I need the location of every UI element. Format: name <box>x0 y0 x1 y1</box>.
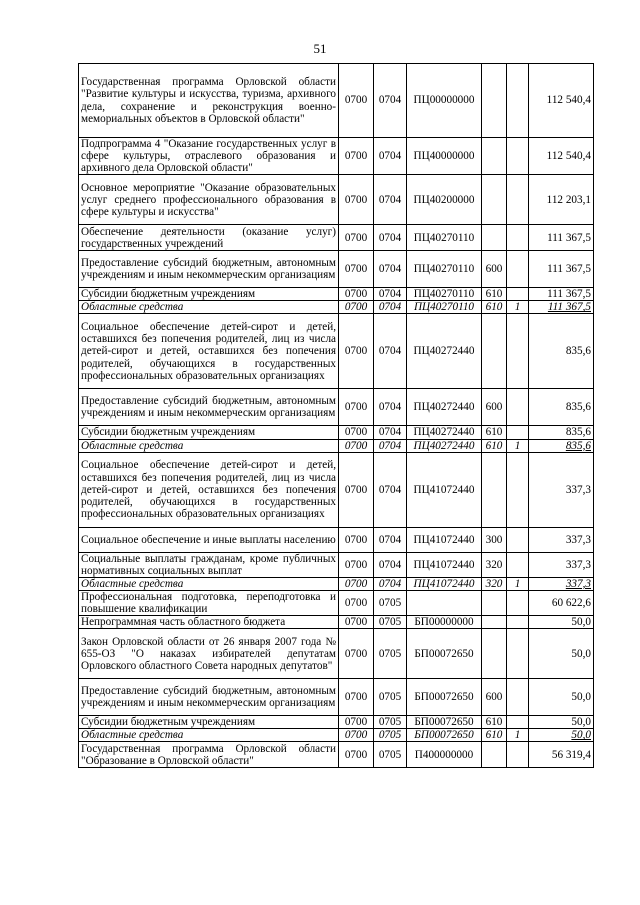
row-name-cell: Субсидии бюджетным учреждениям <box>79 426 339 439</box>
table-row <box>79 452 594 527</box>
section-code-cell: 0700 <box>339 679 374 716</box>
subsection-code-cell: 0704 <box>374 138 407 175</box>
amount-cell: 50,0 <box>529 729 594 742</box>
table-row <box>79 288 594 301</box>
table-row <box>79 138 594 175</box>
expense-type-code-cell <box>482 616 507 629</box>
expense-type-code-cell <box>482 629 507 679</box>
table-row <box>79 742 594 768</box>
amount-cell: 112 540,4 <box>529 138 594 175</box>
target-article-code-cell: ПЦ40270110 <box>407 288 482 301</box>
expense-type-code-cell: 610 <box>482 426 507 439</box>
subsection-code-cell: 0704 <box>374 175 407 225</box>
section-code-cell: 0700 <box>339 552 374 577</box>
subsection-code-cell: 0704 <box>374 426 407 439</box>
expense-type-code-cell: 320 <box>482 552 507 577</box>
subsection-code-cell: 0705 <box>374 616 407 629</box>
section-code-cell: 0700 <box>339 314 374 389</box>
target-article-code-cell: ПЦ41072440 <box>407 552 482 577</box>
section-code-cell: 0700 <box>339 251 374 288</box>
amount-cell: 337,3 <box>529 552 594 577</box>
table-row-regional-funds <box>79 577 594 590</box>
row-name-cell: Предоставление субсидий бюджетным, автономным учреждениям и иным некоммерческим организациям <box>79 679 339 716</box>
amount-cell: 835,6 <box>529 314 594 389</box>
amount-cell: 337,3 <box>529 452 594 527</box>
expense-type-code-cell <box>482 742 507 768</box>
row-name-cell: Областные средства <box>79 729 339 742</box>
table-row <box>79 679 594 716</box>
target-article-code-cell: П400000000 <box>407 742 482 768</box>
amount-cell: 111 367,5 <box>529 288 594 301</box>
funding-source-code-cell <box>507 225 529 251</box>
target-article-code-cell: ПЦ40200000 <box>407 175 482 225</box>
table-row <box>79 225 594 251</box>
expense-type-code-cell: 600 <box>482 251 507 288</box>
table-row <box>79 64 594 138</box>
table-row <box>79 251 594 288</box>
amount-cell: 337,3 <box>529 577 594 590</box>
section-code-cell: 0700 <box>339 716 374 729</box>
target-article-code-cell: ПЦ00000000 <box>407 64 482 138</box>
target-article-code-cell: ПЦ40000000 <box>407 138 482 175</box>
row-name-cell: Социальные выплаты гражданам, кроме публичных нормативных социальных выплат <box>79 552 339 577</box>
section-code-cell: 0700 <box>339 439 374 452</box>
amount-cell: 835,6 <box>529 389 594 426</box>
expense-type-code-cell <box>482 225 507 251</box>
table-row <box>79 426 594 439</box>
target-article-code-cell: ПЦ40270110 <box>407 251 482 288</box>
target-article-code-cell: ПЦ40272440 <box>407 314 482 389</box>
table-row-regional-funds <box>79 729 594 742</box>
section-code-cell: 0700 <box>339 426 374 439</box>
section-code-cell: 0700 <box>339 616 374 629</box>
section-code-cell: 0700 <box>339 629 374 679</box>
funding-source-code-cell <box>507 616 529 629</box>
funding-source-code-cell: 1 <box>507 577 529 590</box>
subsection-code-cell: 0704 <box>374 225 407 251</box>
row-name-cell: Областные средства <box>79 301 339 314</box>
table-row <box>79 527 594 552</box>
row-name-cell: Социальное обеспечение детей-сирот и детей, оставшихся без попечения родителей, лиц из числа детей-сирот и детей, оставшихся без попечения родителей, обучающихся в государственных профессиональных образовательных организациях <box>79 452 339 527</box>
funding-source-code-cell <box>507 716 529 729</box>
table-row <box>79 716 594 729</box>
section-code-cell: 0700 <box>339 288 374 301</box>
funding-source-code-cell <box>507 590 529 615</box>
row-name-cell: Областные средства <box>79 577 339 590</box>
row-name-cell: Закон Орловской области от 26 января 2007 года № 655-ОЗ "О наказах избирателей депутатам Орловского областного Совета народных депутатов" <box>79 629 339 679</box>
target-article-code-cell: ПЦ40272440 <box>407 439 482 452</box>
table-row <box>79 552 594 577</box>
subsection-code-cell: 0704 <box>374 452 407 527</box>
funding-source-code-cell <box>507 175 529 225</box>
section-code-cell: 0700 <box>339 64 374 138</box>
expense-type-code-cell: 300 <box>482 527 507 552</box>
amount-cell: 111 367,5 <box>529 225 594 251</box>
funding-source-code-cell <box>507 629 529 679</box>
row-name-cell: Непрограммная часть областного бюджета <box>79 616 339 629</box>
amount-cell: 60 622,6 <box>529 590 594 615</box>
funding-source-code-cell <box>507 288 529 301</box>
table-row-regional-funds <box>79 439 594 452</box>
funding-source-code-cell <box>507 552 529 577</box>
expense-type-code-cell: 610 <box>482 439 507 452</box>
subsection-code-cell: 0705 <box>374 679 407 716</box>
expense-type-code-cell <box>482 175 507 225</box>
subsection-code-cell: 0704 <box>374 301 407 314</box>
row-name-cell: Социальное обеспечение детей-сирот и детей, оставшихся без попечения родителей, лиц из числа детей-сирот и детей, оставшихся без попечения родителей, обучающихся в государственных профессиональных образовательных организациях <box>79 314 339 389</box>
row-name-cell: Предоставление субсидий бюджетным, автономным учреждениям и иным некоммерческим организациям <box>79 251 339 288</box>
target-article-code-cell: ПЦ41072440 <box>407 577 482 590</box>
row-name-cell: Социальное обеспечение и иные выплаты населению <box>79 527 339 552</box>
amount-cell: 112 203,1 <box>529 175 594 225</box>
section-code-cell: 0700 <box>339 225 374 251</box>
page-number: 51 <box>313 41 327 56</box>
funding-source-code-cell <box>507 679 529 716</box>
funding-source-code-cell <box>507 389 529 426</box>
expense-type-code-cell <box>482 64 507 138</box>
amount-cell: 337,3 <box>529 527 594 552</box>
amount-cell: 111 367,5 <box>529 251 594 288</box>
funding-source-code-cell <box>507 426 529 439</box>
expense-type-code-cell: 600 <box>482 679 507 716</box>
subsection-code-cell: 0704 <box>374 288 407 301</box>
funding-source-code-cell <box>507 64 529 138</box>
subsection-code-cell: 0704 <box>374 389 407 426</box>
subsection-code-cell: 0704 <box>374 64 407 138</box>
funding-source-code-cell <box>507 452 529 527</box>
expense-type-code-cell: 610 <box>482 301 507 314</box>
table-row-regional-funds <box>79 301 594 314</box>
funding-source-code-cell <box>507 314 529 389</box>
subsection-code-cell: 0705 <box>374 629 407 679</box>
target-article-code-cell: БП00072650 <box>407 729 482 742</box>
row-name-cell: Основное мероприятие "Оказание образовательных услуг среднего профессионального образования в сфере культуры и искусства" <box>79 175 339 225</box>
funding-source-code-cell <box>507 742 529 768</box>
section-code-cell: 0700 <box>339 527 374 552</box>
target-article-code-cell: ПЦ40270110 <box>407 225 482 251</box>
subsection-code-cell: 0705 <box>374 590 407 615</box>
subsection-code-cell: 0705 <box>374 742 407 768</box>
amount-cell: 112 540,4 <box>529 64 594 138</box>
row-name-cell: Профессиональная подготовка, переподготовка и повышение квалификации <box>79 590 339 615</box>
expense-type-code-cell <box>482 590 507 615</box>
target-article-code-cell: ПЦ40272440 <box>407 389 482 426</box>
target-article-code-cell: БП00072650 <box>407 629 482 679</box>
budget-allocation-table <box>78 63 594 768</box>
expense-type-code-cell: 610 <box>482 729 507 742</box>
amount-cell: 835,6 <box>529 439 594 452</box>
expense-type-code-cell: 610 <box>482 288 507 301</box>
subsection-code-cell: 0704 <box>374 527 407 552</box>
expense-type-code-cell: 610 <box>482 716 507 729</box>
target-article-code-cell: ПЦ41072440 <box>407 452 482 527</box>
section-code-cell: 0700 <box>339 138 374 175</box>
table-row <box>79 629 594 679</box>
subsection-code-cell: 0704 <box>374 577 407 590</box>
row-name-cell: Государственная программа Орловской области "Образование в Орловской области" <box>79 742 339 768</box>
expense-type-code-cell <box>482 138 507 175</box>
funding-source-code-cell <box>507 138 529 175</box>
subsection-code-cell: 0704 <box>374 552 407 577</box>
table-row <box>79 314 594 389</box>
table-row <box>79 590 594 615</box>
target-article-code-cell: БП00000000 <box>407 616 482 629</box>
table-body <box>79 64 594 768</box>
section-code-cell: 0700 <box>339 577 374 590</box>
section-code-cell: 0700 <box>339 301 374 314</box>
subsection-code-cell: 0705 <box>374 716 407 729</box>
funding-source-code-cell <box>507 527 529 552</box>
target-article-code-cell: ПЦ40270110 <box>407 301 482 314</box>
section-code-cell: 0700 <box>339 742 374 768</box>
subsection-code-cell: 0704 <box>374 251 407 288</box>
funding-source-code-cell: 1 <box>507 439 529 452</box>
row-name-cell: Обеспечение деятельности (оказание услуг) государственных учреждений <box>79 225 339 251</box>
row-name-cell: Подпрограмма 4 "Оказание государственных услуг в сфере культуры, отраслевого образования и архивного дела Орловской области" <box>79 138 339 175</box>
subsection-code-cell: 0704 <box>374 314 407 389</box>
target-article-code-cell: БП00072650 <box>407 716 482 729</box>
target-article-code-cell <box>407 590 482 615</box>
table-row <box>79 175 594 225</box>
amount-cell: 56 319,4 <box>529 742 594 768</box>
target-article-code-cell: БП00072650 <box>407 679 482 716</box>
table-row <box>79 616 594 629</box>
funding-source-code-cell: 1 <box>507 301 529 314</box>
amount-cell: 50,0 <box>529 629 594 679</box>
amount-cell: 835,6 <box>529 426 594 439</box>
target-article-code-cell: ПЦ40272440 <box>407 426 482 439</box>
row-name-cell: Областные средства <box>79 439 339 452</box>
expense-type-code-cell: 600 <box>482 389 507 426</box>
expense-type-code-cell <box>482 452 507 527</box>
subsection-code-cell: 0704 <box>374 439 407 452</box>
expense-type-code-cell: 320 <box>482 577 507 590</box>
amount-cell: 50,0 <box>529 716 594 729</box>
row-name-cell: Предоставление субсидий бюджетным, автономным учреждениям и иным некоммерческим организациям <box>79 389 339 426</box>
amount-cell: 111 367,5 <box>529 301 594 314</box>
row-name-cell: Государственная программа Орловской области "Развитие культуры и искусства, туризма, архивного дела, сохранение и реконструкция военно-мемориальных объектов в Орловской области" <box>79 64 339 138</box>
section-code-cell: 0700 <box>339 729 374 742</box>
target-article-code-cell: ПЦ41072440 <box>407 527 482 552</box>
row-name-cell: Субсидии бюджетным учреждениям <box>79 716 339 729</box>
table-row <box>79 389 594 426</box>
amount-cell: 50,0 <box>529 679 594 716</box>
section-code-cell: 0700 <box>339 389 374 426</box>
section-code-cell: 0700 <box>339 175 374 225</box>
subsection-code-cell: 0705 <box>374 729 407 742</box>
section-code-cell: 0700 <box>339 590 374 615</box>
funding-source-code-cell <box>507 251 529 288</box>
section-code-cell: 0700 <box>339 452 374 527</box>
row-name-cell: Субсидии бюджетным учреждениям <box>79 288 339 301</box>
expense-type-code-cell <box>482 314 507 389</box>
funding-source-code-cell: 1 <box>507 729 529 742</box>
amount-cell: 50,0 <box>529 616 594 629</box>
